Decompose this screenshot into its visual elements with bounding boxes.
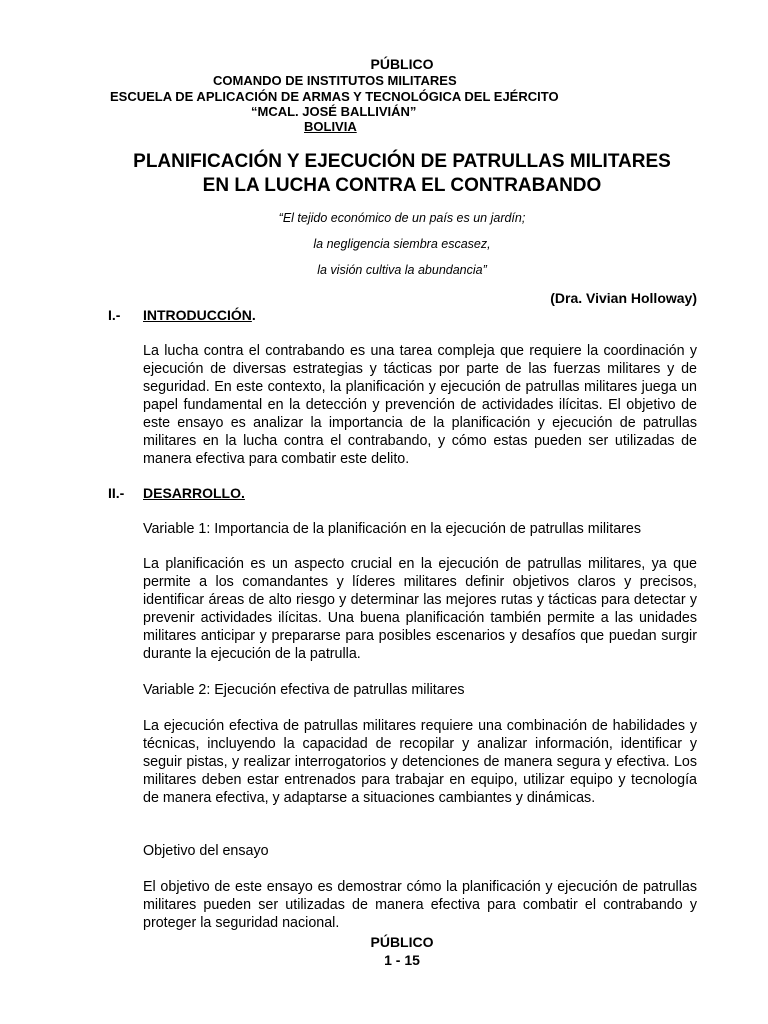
command-name: COMANDO DE INSTITUTOS MILITARES <box>213 73 457 88</box>
section-title-intro-text: INTRODUCCIÓN <box>143 307 252 323</box>
objective-paragraph: El objetivo de este ensayo es demostrar cómo la planificación y ejecución de patrullas militares pueden ser utilizadas de manera efectiva para combatir el contrabando y proteger la seguridad nacional. <box>143 879 697 931</box>
section-number-development: II.- <box>108 485 125 501</box>
variable-1-paragraph: La planificación es un aspecto crucial en la ejecución de patrullas militares, ya que permite a los comandantes y líderes militares definir objetivos claros y precisos, identificar áreas de alto riesgo y determinar las mejores rutas y tácticas para detectar y prevenir actividades ilícitas. Una buena planificación también permite a las unidades militares anticipar y prepararse para posibles escenarios y desafíos que puedan surgir durante la ejecución de la patrulla. <box>143 556 697 662</box>
page-number: 1 - 15 <box>384 952 420 968</box>
epigraph-line-3: la visión cultiva la abundancia” <box>317 263 487 277</box>
epigraph-author: (Dra. Vivian Holloway) <box>550 290 697 306</box>
section-title-intro-suffix: . <box>251 307 256 323</box>
country-name: BOLIVIA <box>304 119 357 134</box>
title-line-2: EN LA LUCHA CONTRA EL CONTRABANDO <box>202 175 602 196</box>
school-name: ESCUELA DE APLICACIÓN DE ARMAS Y TECNOLÓGICA DEL EJÉRCITO <box>110 89 559 104</box>
variable-1-heading: Variable 1: Importancia de la planificación en la ejecución de patrullas militares <box>143 521 642 537</box>
intro-paragraph: La lucha contra el contrabando es una tarea compleja que requiere la coordinación y ejecución de diversas estrategias y tácticas por parte de las fuerzas militares y de seguridad. En este contexto, la planificación y ejecución de patrullas militares juega un papel fundamental en la detección y prevención de actividades ilícitas. El objetivo de este ensayo es analizar la importancia de la planificación y ejecución de patrullas militares en la lucha contra el contrabando, y cómo estas pueden ser utilizadas de manera efectiva para combatir este delito. <box>143 343 697 467</box>
section-title-intro <box>143 307 256 323</box>
school-named-after: “MCAL. JOSÉ BALLIVIÁN” <box>251 104 417 119</box>
epigraph-line-2: la negligencia siembra escasez, <box>313 237 491 251</box>
document-title <box>0 150 768 198</box>
variable-2-heading: Variable 2: Ejecución efectiva de patrullas militares <box>143 682 465 698</box>
section-number-intro: I.- <box>108 307 121 323</box>
title-line-1: PLANIFICACIÓN Y EJECUCIÓN DE PATRULLAS MILITARES <box>133 151 671 172</box>
epigraph-line-1: “El tejido económico de un país es un jardín; <box>278 211 526 225</box>
variable-2-paragraph: La ejecución efectiva de patrullas militares requiere una combinación de habilidades y técnicas, incluyendo la capacidad de recopilar y analizar información, identificar y seguir pistas, y realizar interrogatorios y detenciones de manera segura y efectiva. Los militares deben estar entrenados para trabajar en equipo, utilizar equipo y tecnología de manera efectiva, y adaptarse a situaciones cambiantes y dinámicas. <box>143 718 697 806</box>
classification-top: PÚBLICO <box>370 56 434 72</box>
objective-heading: Objetivo del ensayo <box>143 843 269 859</box>
classification-bottom: PÚBLICO <box>370 934 434 950</box>
section-title-development: DESARROLLO. <box>143 485 245 501</box>
